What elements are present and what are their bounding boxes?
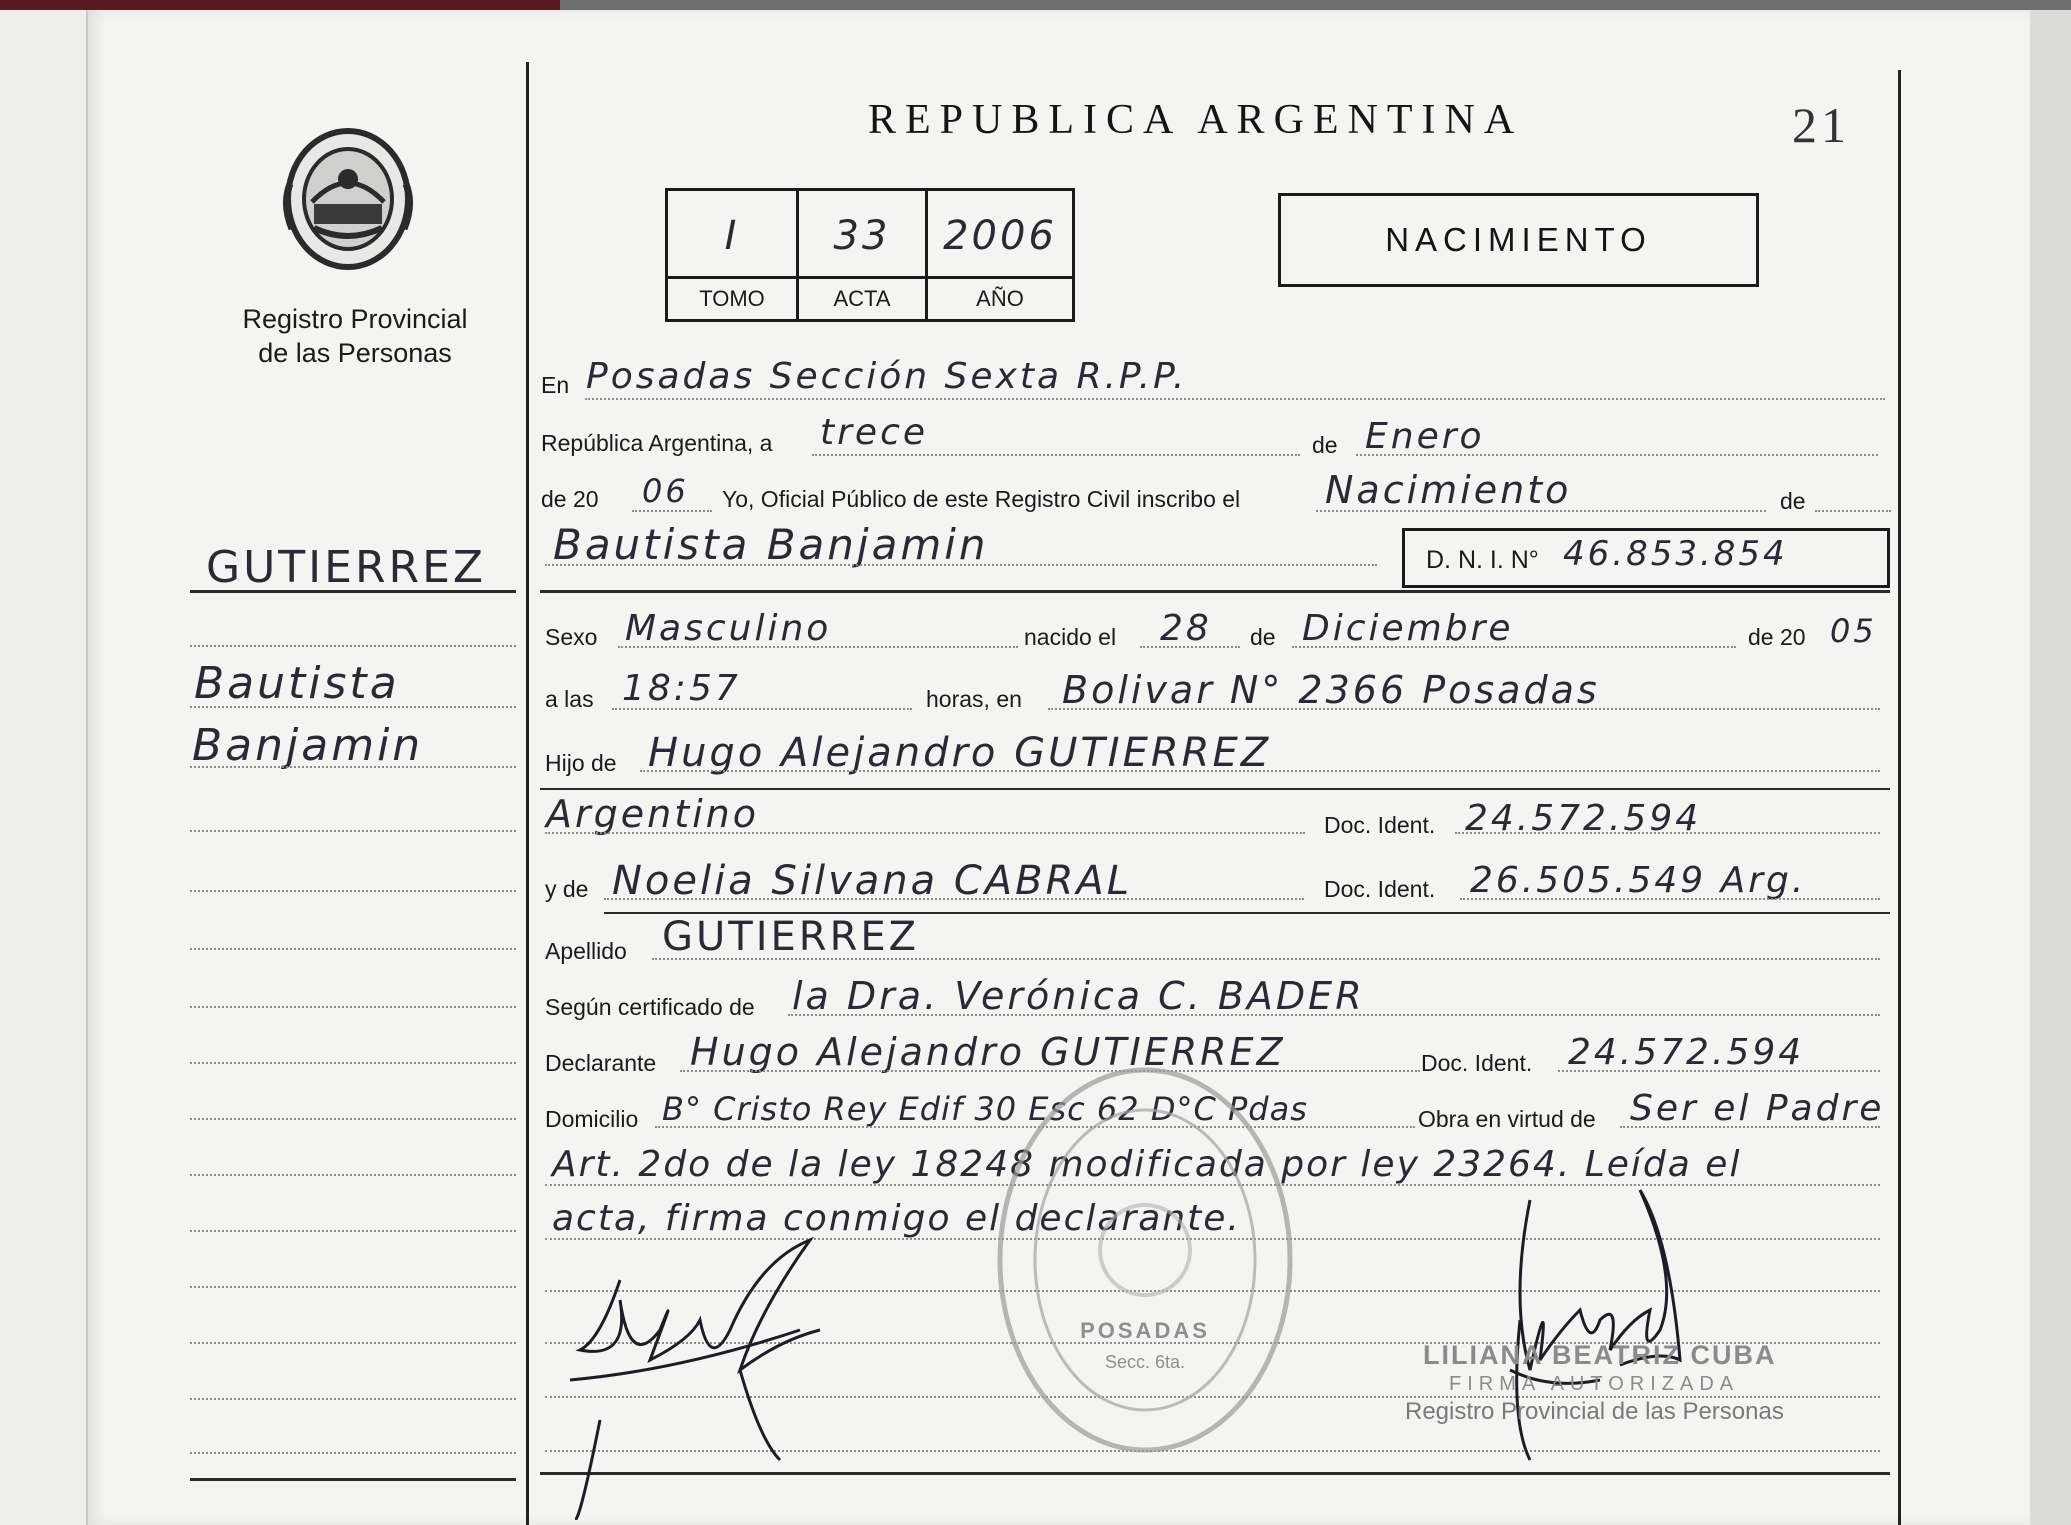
official-stamp-block [1405, 1340, 1784, 1426]
day-text-value: trece [820, 412, 929, 453]
field-line [640, 770, 1880, 772]
margin-surname: GUTIERREZ [206, 542, 487, 593]
father-doc-value: 24.572.594 [1465, 798, 1702, 839]
official-name: LILIANA BEATRIZ CUBA [1423, 1340, 1777, 1370]
field-line [612, 708, 912, 710]
domicilio-label: Domicilio [545, 1106, 639, 1132]
record-type-box: NACIMIENTO [1278, 193, 1759, 287]
declarant-signature [560, 1220, 860, 1520]
anio-cell [928, 191, 1072, 319]
yde-label: y de [545, 876, 589, 902]
tomo-label: TOMO [668, 276, 796, 319]
margin-given-name-2: Banjamin [192, 720, 424, 771]
birth-time-value: 18:57 [622, 668, 741, 709]
margin-line [190, 1452, 516, 1454]
month-text-value: Enero [1365, 416, 1485, 457]
year-suffix-value: 06 [642, 472, 689, 510]
margin-line [190, 1062, 516, 1064]
margin-line [190, 830, 516, 832]
field-line [604, 898, 1304, 900]
acta-label: ACTA [799, 276, 925, 319]
anio-label: AÑO [928, 276, 1072, 319]
field-line [1048, 708, 1880, 710]
segun-label: Según certificado de [545, 994, 755, 1020]
tomo-cell [668, 191, 799, 319]
field-line [545, 564, 1377, 566]
mother-doc-value: 26.505.549 Arg. [1470, 860, 1807, 901]
mother-name-value: Noelia Silvana CABRAL [612, 858, 1133, 904]
margin-line [190, 766, 516, 768]
inscribo-label: Yo, Oficial Público de este Registro Civil inscribo el [722, 486, 1241, 512]
official-title: FIRMA AUTORIZADA [1449, 1373, 1740, 1395]
country-title: REPUBLICA ARGENTINA [868, 97, 1524, 143]
field-line [1292, 646, 1736, 648]
declarante-label: Declarante [545, 1050, 657, 1076]
birth-year-suffix-value: 05 [1830, 612, 1877, 650]
acta-cell [799, 191, 928, 319]
notes-line-1: Art. 2do de la ley 18248 modificada por ley 23264. Leída el [552, 1144, 1742, 1185]
apellido-label: Apellido [545, 938, 627, 964]
declarante-doc-value: 24.572.594 [1568, 1032, 1805, 1073]
dni-label: D. N. I. N° [1426, 546, 1539, 574]
registry-name-line2: de las Personas [258, 338, 452, 368]
de20-label: de 20 [541, 486, 599, 512]
de-label: de [1312, 432, 1338, 458]
official-signature [1470, 1160, 1720, 1480]
margin-given-name-1: Bautista [194, 658, 400, 709]
field-line [652, 958, 1880, 960]
birth-place-value: Bolivar N° 2366 Posadas [1062, 668, 1600, 712]
field-line [812, 454, 1300, 456]
column-divider-right [1898, 70, 1901, 1525]
stamp-center-text-1: POSADAS [1080, 1318, 1210, 1343]
domicilio-value: B° Cristo Rey Edif 30 Esc 62 D°C Pdas [662, 1090, 1308, 1128]
official-stamp-icon [990, 1060, 1300, 1460]
margin-line [190, 890, 516, 892]
field-line [1620, 1126, 1880, 1128]
sexo-label: Sexo [545, 624, 598, 650]
stamp-center-text-2: Secc. 6ta. [1104, 1352, 1186, 1372]
acta-value: 33 [833, 213, 891, 259]
field-line [788, 1014, 1880, 1016]
birth-month-value: Diciembre [1302, 608, 1514, 649]
doc-ident-label-2: Doc. Ident. [1324, 876, 1436, 902]
act-name-value: Nacimiento [1325, 468, 1572, 512]
margin-line [190, 1006, 516, 1008]
child-name-value: Bautista Banjamin [553, 520, 989, 569]
en-label: En [541, 372, 570, 398]
hijo-label: Hijo de [545, 750, 617, 776]
book-cover-edge [0, 0, 560, 10]
tomo-value: I [724, 213, 740, 259]
dni-value: 46.853.854 [1563, 534, 1788, 574]
father-nationality-value: Argentino [546, 792, 759, 836]
section-rule [540, 590, 1890, 593]
reference-box [665, 188, 1075, 322]
anio-value: 2006 [943, 213, 1057, 259]
certificate-by-value: la Dra. Verónica C. BADER [792, 974, 1365, 1018]
field-line [1356, 454, 1878, 456]
de-label-2: de [1780, 488, 1806, 514]
margin-line [190, 1342, 516, 1344]
margin-line [190, 1230, 516, 1232]
place-value: Posadas Sección Sexta R.P.P. [586, 356, 1188, 397]
margin-line [190, 948, 516, 950]
doc-ident-label-3: Doc. Ident. [1421, 1050, 1533, 1076]
obra-value: Ser el Padre [1630, 1088, 1885, 1129]
republica-label: República Argentina, a [541, 430, 773, 456]
margin-line [190, 1286, 516, 1288]
column-divider-left [526, 62, 529, 1525]
registry-name [200, 302, 510, 370]
doc-ident-label: Doc. Ident. [1324, 812, 1436, 838]
margin-bottom-rule [190, 1478, 516, 1481]
sexo-value: Masculino [625, 608, 832, 649]
next-page-edge [2030, 10, 2071, 1525]
de-label-3: de [1250, 624, 1276, 650]
previous-page-edge [0, 10, 88, 1525]
margin-surname-rule [190, 590, 516, 593]
notes-line-2: acta, firma conmigo el declarante. [552, 1198, 1241, 1239]
margin-line [190, 645, 516, 647]
apellido-value: GUTIERREZ [662, 914, 920, 960]
horas-label: horas, en [926, 686, 1022, 712]
field-line [1140, 646, 1240, 648]
field-line [545, 832, 1305, 834]
father-name-value: Hugo Alejandro GUTIERREZ [648, 730, 1272, 776]
alas-label: a las [545, 686, 594, 712]
margin-line [190, 1118, 516, 1120]
margin-line [190, 706, 516, 708]
field-line [1460, 898, 1880, 900]
de20-label-2: de 20 [1748, 624, 1806, 650]
registry-name-line1: Registro Provincial [242, 304, 468, 334]
field-line [1455, 832, 1880, 834]
margin-line [190, 1398, 516, 1400]
section-rule [540, 788, 1890, 790]
birth-day-value: 28 [1160, 608, 1212, 649]
page-number: 21 [1792, 97, 1850, 153]
field-line [585, 398, 1885, 400]
field-line [1316, 510, 1766, 512]
margin-line [190, 1174, 516, 1176]
field-line [618, 646, 1018, 648]
field-line [1815, 510, 1891, 512]
declarante-value: Hugo Alejandro GUTIERREZ [690, 1030, 1286, 1074]
obra-label: Obra en virtud de [1418, 1106, 1596, 1132]
official-office: Registro Provincial de las Personas [1405, 1398, 1784, 1425]
provincial-seal-icon [282, 124, 414, 274]
field-line [632, 510, 712, 512]
nacido-label: nacido el [1024, 624, 1117, 650]
field-line [1558, 1070, 1880, 1072]
